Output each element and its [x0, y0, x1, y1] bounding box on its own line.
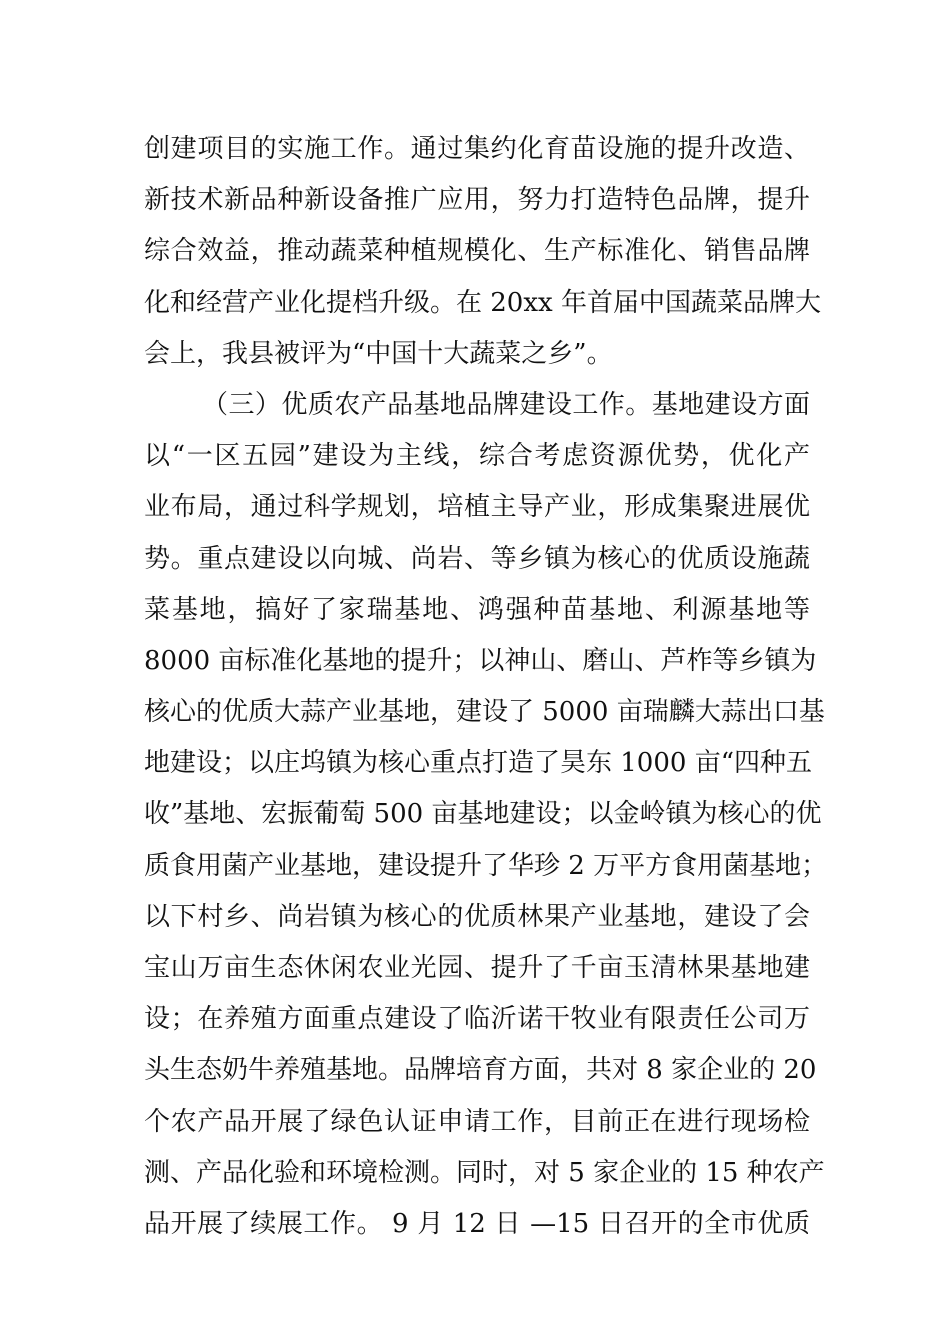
paragraph-line: 菜基地，搞好了家瑞基地、鸿强种苗基地、利源基地等 — [144, 594, 810, 625]
paragraph-line: 8000 亩标准化基地的提升；以神山、磨山、芦柞等乡镇为 — [144, 645, 817, 676]
paragraph-line: 以下村乡、尚岩镇为核心的优质林果产业基地，建设了会 — [144, 901, 810, 932]
paragraph-line: 核心的优质大蒜产业基地，建设了 5000 亩瑞麟大蒜出口基 — [144, 697, 825, 728]
paragraph-line: 会上，我县被评为“中国十大蔬菜之乡”。 — [144, 338, 613, 369]
paragraph-line: 个农产品开展了绿色认证申请工作，目前正在进行现场检 — [144, 1106, 810, 1137]
paragraph-line: 宝山万亩生态休闲农业光园、提升了千亩玉清林果基地建 — [144, 953, 810, 983]
paragraph-line: 势。重点建设以向城、尚岩、等乡镇为核心的优质设施蔬 — [144, 543, 810, 574]
paragraph-line: 头生态奶牛养殖基地。品牌培育方面，共对 8 家企业的 20 — [144, 1055, 817, 1086]
document-body — [144, 124, 828, 1250]
paragraph-line: 设；在养殖方面重点建设了临沂诺干牧业有限责任公司万 — [144, 1004, 810, 1035]
paragraph-line: 综合效益，推动蔬菜种植规模化、生产标准化、销售品牌 — [144, 236, 810, 267]
section-heading-line: （三）优质农产品基地品牌建设工作。基地建设方面 — [202, 389, 810, 420]
paragraph-line: 品开展了续展工作。 9 月 12 日 —15 日召开的全市优质 — [144, 1208, 810, 1239]
paragraph-line: 创建项目的实施工作。通过集约化育苗设施的提升改造、 — [144, 134, 810, 164]
paragraph-line: 质食用菌产业基地，建设提升了华珍 2 万平方食用菌基地； — [144, 850, 828, 881]
paragraph-line: 以“一区五园”建设为主线，综合考虑资源优势，优化产 — [144, 441, 810, 472]
paragraph-line: 地建设；以庄坞镇为核心重点打造了昊东 1000 亩“四种五 — [144, 748, 812, 779]
paragraph-line: 收”基地、宏振葡萄 500 亩基地建设；以金岭镇为核心的优 — [144, 799, 822, 830]
paragraph-line: 新技术新品种新设备推广应用，努力打造特色品牌，提升 — [144, 185, 810, 216]
paragraph-line: 业布局，通过科学规划，培植主导产业，形成集聚进展优 — [144, 492, 810, 523]
paragraph-line: 测、产品化验和环境检测。同时，对 5 家企业的 15 种农产 — [144, 1157, 825, 1188]
paragraph-line: 化和经营产业化提档升级。在 20xx 年首届中国蔬菜品牌大 — [144, 287, 821, 318]
